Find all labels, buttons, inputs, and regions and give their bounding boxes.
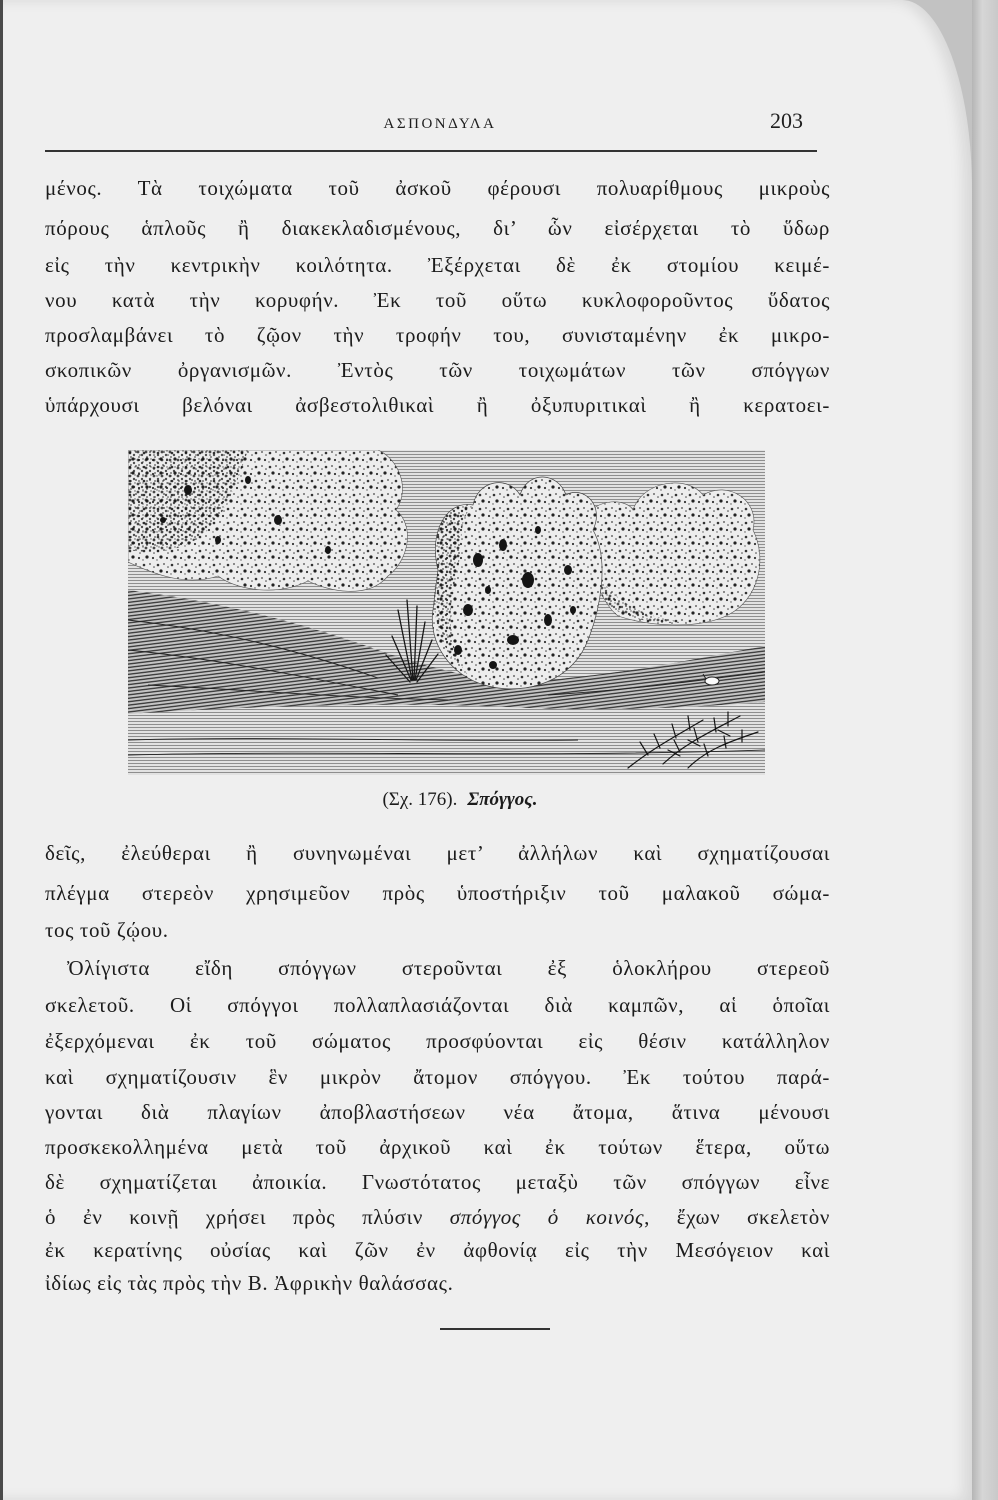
text-line: σκοπικῶν ὀργανισμῶν. Ἐντὸς τῶν τοιχωμάτων τῶν σπόγγων	[45, 358, 830, 382]
text-line	[45, 1199, 830, 1235]
italic-term: σπόγγος ὁ κοινός	[449, 1205, 645, 1229]
text-line: προσκεκολλημένα μετὰ τοῦ ἀρχικοῦ καὶ ἐκ τούτων ἕτερα, οὕτω	[45, 1135, 830, 1159]
text-line: γονται διὰ πλαγίων ἀποβλαστήσεων νέα ἄτομα, ἅτινα μένουσι	[45, 1100, 830, 1124]
text-line: δὲ σχηματίζεται ἀποικία. Γνωστότατος μεταξὺ τῶν σπόγγων εἶνε	[45, 1170, 830, 1194]
figure-caption	[300, 782, 620, 818]
text-line: ὑπάρχουσι βελόναι ἀσβεστολιθικαὶ ἢ ὀξυπυριτικαὶ ἢ κερατοει-	[45, 393, 830, 417]
text-line: μένος. Τὰ τοιχώματα τοῦ ἀσκοῦ φέρουσι πολυαρίθμους μικροὺς	[45, 176, 830, 200]
end-rule	[440, 1328, 550, 1330]
text-segment: ὁ ἐν κοινῇ χρήσει πρὸς πλύσιν	[45, 1205, 450, 1229]
figure-title: Σπόγγος.	[467, 789, 538, 810]
text-line: Ὀλίγιστα εἴδη σπόγγων στεροῦνται ἐξ ὁλοκλήρου στερεοῦ	[67, 956, 830, 980]
text-line: ἐξερχόμεναι ἐκ τοῦ σώματος προσφύονται εἰς θέσιν κατάλληλον	[45, 1029, 830, 1053]
figure-label: (Σχ. 176).	[382, 789, 458, 810]
text-line: σκελετοῦ. Οἱ σπόγγοι πολλαπλασιάζονται διὰ καμπῶν, αἱ ὁποῖαι	[45, 993, 830, 1017]
page-edge	[972, 0, 998, 1500]
page-number: 203	[770, 108, 803, 133]
text-line: καὶ σχηματίζουσιν ἓν μικρὸν ἄτομον σπόγγου. Ἐκ τούτου παρά-	[45, 1065, 830, 1089]
header-rule	[45, 150, 817, 152]
text-line: πλέγμα στερεὸν χρησιμεῦον πρὸς ὑποστήριξιν τοῦ μαλακοῦ σώμα-	[45, 881, 830, 905]
text-line: νου κατὰ τὴν κορυφήν. Ἐκ τοῦ οὕτω κυκλοφοροῦντος ὕδατος	[45, 288, 830, 312]
sponge-illustration	[128, 450, 765, 775]
text-segment: , ἔχων σκελετὸν	[644, 1205, 830, 1229]
text-line: ἐκ κερατίνης οὐσίας καὶ ζῶν ἐν ἀφθονίᾳ εἰς τὴν Μεσόγειον καὶ	[45, 1238, 830, 1262]
text-line: προσλαμβάνει τὸ ζῷον τὴν τροφήν του, συνισταμένην ἐκ μικρο-	[45, 323, 830, 347]
running-title: ΑΣΠΟΝΔΥΛΑ	[383, 116, 497, 132]
text-line: εἰς τὴν κεντρικὴν κοιλότητα. Ἐξέρχεται δὲ ἐκ στομίου κειμέ-	[45, 253, 830, 277]
text-line: δεῖς, ἐλεύθεραι ἢ συνηνωμέναι μετ’ ἀλλήλων καὶ σχηματίζουσαι	[45, 841, 830, 865]
text-line: ἰδίως εἰς τὰς πρὸς τὴν Β. Ἀφρικὴν θαλάσσας.	[45, 1271, 454, 1295]
text-line: πόρους ἁπλοῦς ἢ διακεκλαδισμένους, δι’ ὧν εἰσέρχεται τὸ ὕδωρ	[45, 216, 830, 240]
text-line: τος τοῦ ζῴου.	[45, 918, 169, 942]
